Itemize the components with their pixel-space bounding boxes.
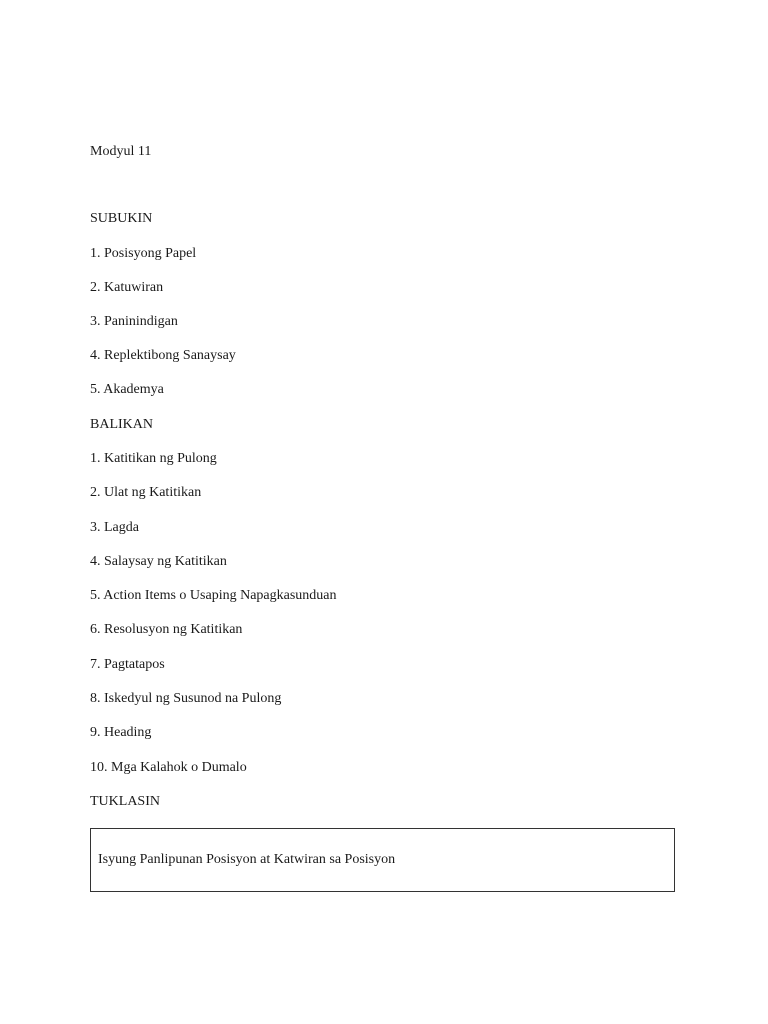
list-item: 5. Action Items o Usaping Napagkasunduan	[90, 588, 337, 603]
list-item: 3. Lagda	[90, 520, 139, 535]
tuklasin-table	[90, 828, 675, 892]
list-item: 8. Iskedyul ng Susunod na Pulong	[90, 691, 282, 706]
list-item: 6. Resolusyon ng Katitikan	[90, 622, 243, 637]
section-heading-balikan: BALIKAN	[90, 417, 153, 432]
list-item: 4. Salaysay ng Katitikan	[90, 554, 227, 569]
list-item: 1. Posisyong Papel	[90, 246, 197, 261]
list-item: 4. Replektibong Sanaysay	[90, 348, 236, 363]
list-item: 9. Heading	[90, 725, 152, 740]
list-item: 1. Katitikan ng Pulong	[90, 451, 217, 466]
section-heading-subukin: SUBUKIN	[90, 211, 153, 226]
table-cell: Isyung Panlipunan Posisyon at Katwiran sa Posisyon	[98, 852, 396, 867]
list-item: 10. Mga Kalahok o Dumalo	[90, 760, 247, 775]
section-heading-tuklasin: TUKLASIN	[90, 794, 160, 809]
list-item: 2. Katuwiran	[90, 280, 164, 295]
module-title: Modyul 11	[90, 144, 152, 159]
list-item: 2. Ulat ng Katitikan	[90, 485, 202, 500]
list-item: 3. Paninindigan	[90, 314, 178, 329]
list-item: 5. Akademya	[90, 382, 164, 397]
list-item: 7. Pagtatapos	[90, 657, 165, 672]
